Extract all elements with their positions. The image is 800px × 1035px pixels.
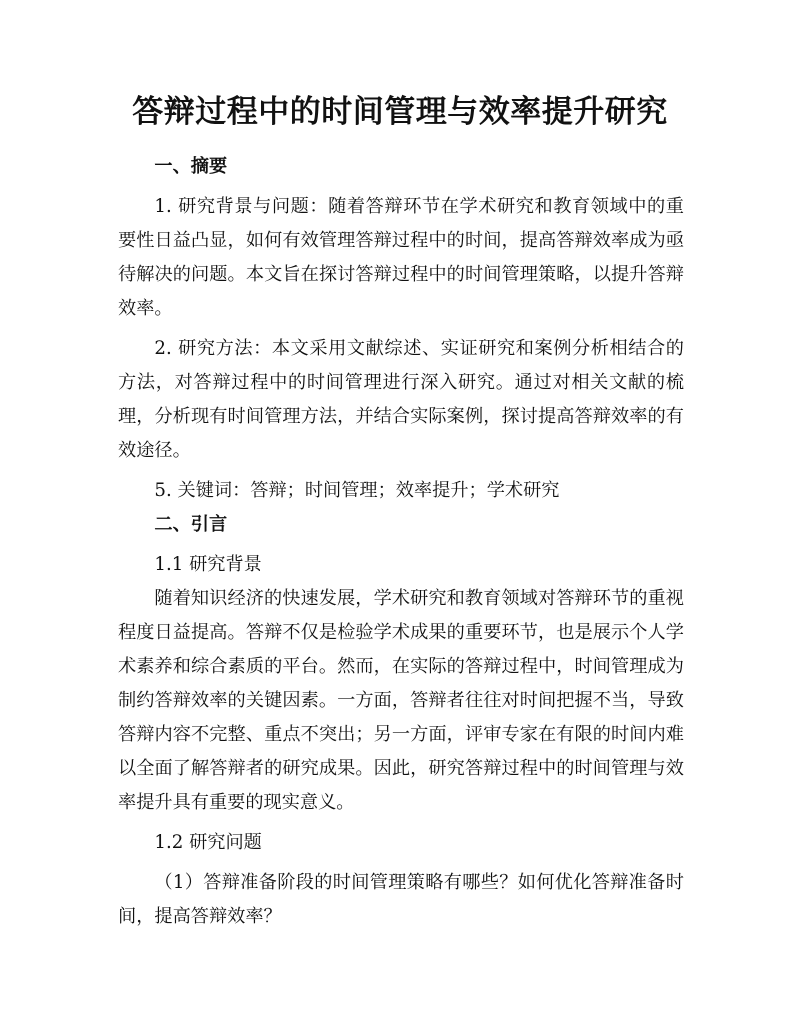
abstract-heading: 一、摘要	[154, 156, 228, 177]
subheading-research-background: 1.1 研究背景	[154, 554, 262, 575]
document-title: 答辩过程中的时间管理与效率提升研究	[132, 94, 668, 130]
abstract-paragraph-keywords: 5. 关键词：答辩；时间管理；效率提升；学术研究	[154, 480, 560, 501]
intro-heading: 二、引言	[154, 514, 228, 535]
research-question-1: （1）答辩准备阶段的时间管理策略有哪些？如何优化答辩准备时间，提高答辩效率？	[118, 872, 684, 927]
abstract-paragraph-method: 2. 研究方法：本文采用文献综述、实证研究和案例分析相结合的方法，对答辩过程中的时间管理进行深入研究。通过对相关文献的梳理，分析现有时间管理方法，并结合实际案例，探讨提高答辩效率的有效途径。	[118, 338, 684, 461]
document-body	[118, 150, 684, 934]
abstract-paragraph-background: 1. 研究背景与问题：随着答辩环节在学术研究和教育领域中的重要性日益凸显，如何有效管理答辩过程中的时间，提高答辩效率成为亟待解决的问题。本文旨在探讨答辩过程中的时间管理策略，以提升答辩效率。	[118, 196, 684, 319]
intro-paragraph: 随着知识经济的快速发展，学术研究和教育领域对答辩环节的重视程度日益提高。答辩不仅是检验学术成果的重要环节，也是展示个人学术素养和综合素质的平台。然而，在实际的答辩过程中，时间管理成为制约答辩效率的关键因素。一方面，答辩者往往对时间把握不当，导致答辩内容不完整、重点不突出；另一方面，评审专家在有限的时间内难以全面了解答辩者的研究成果。因此，研究答辩过程中的时间管理与效率提升具有重要的现实意义。	[118, 588, 684, 813]
subheading-research-questions: 1.2 研究问题	[154, 832, 262, 853]
